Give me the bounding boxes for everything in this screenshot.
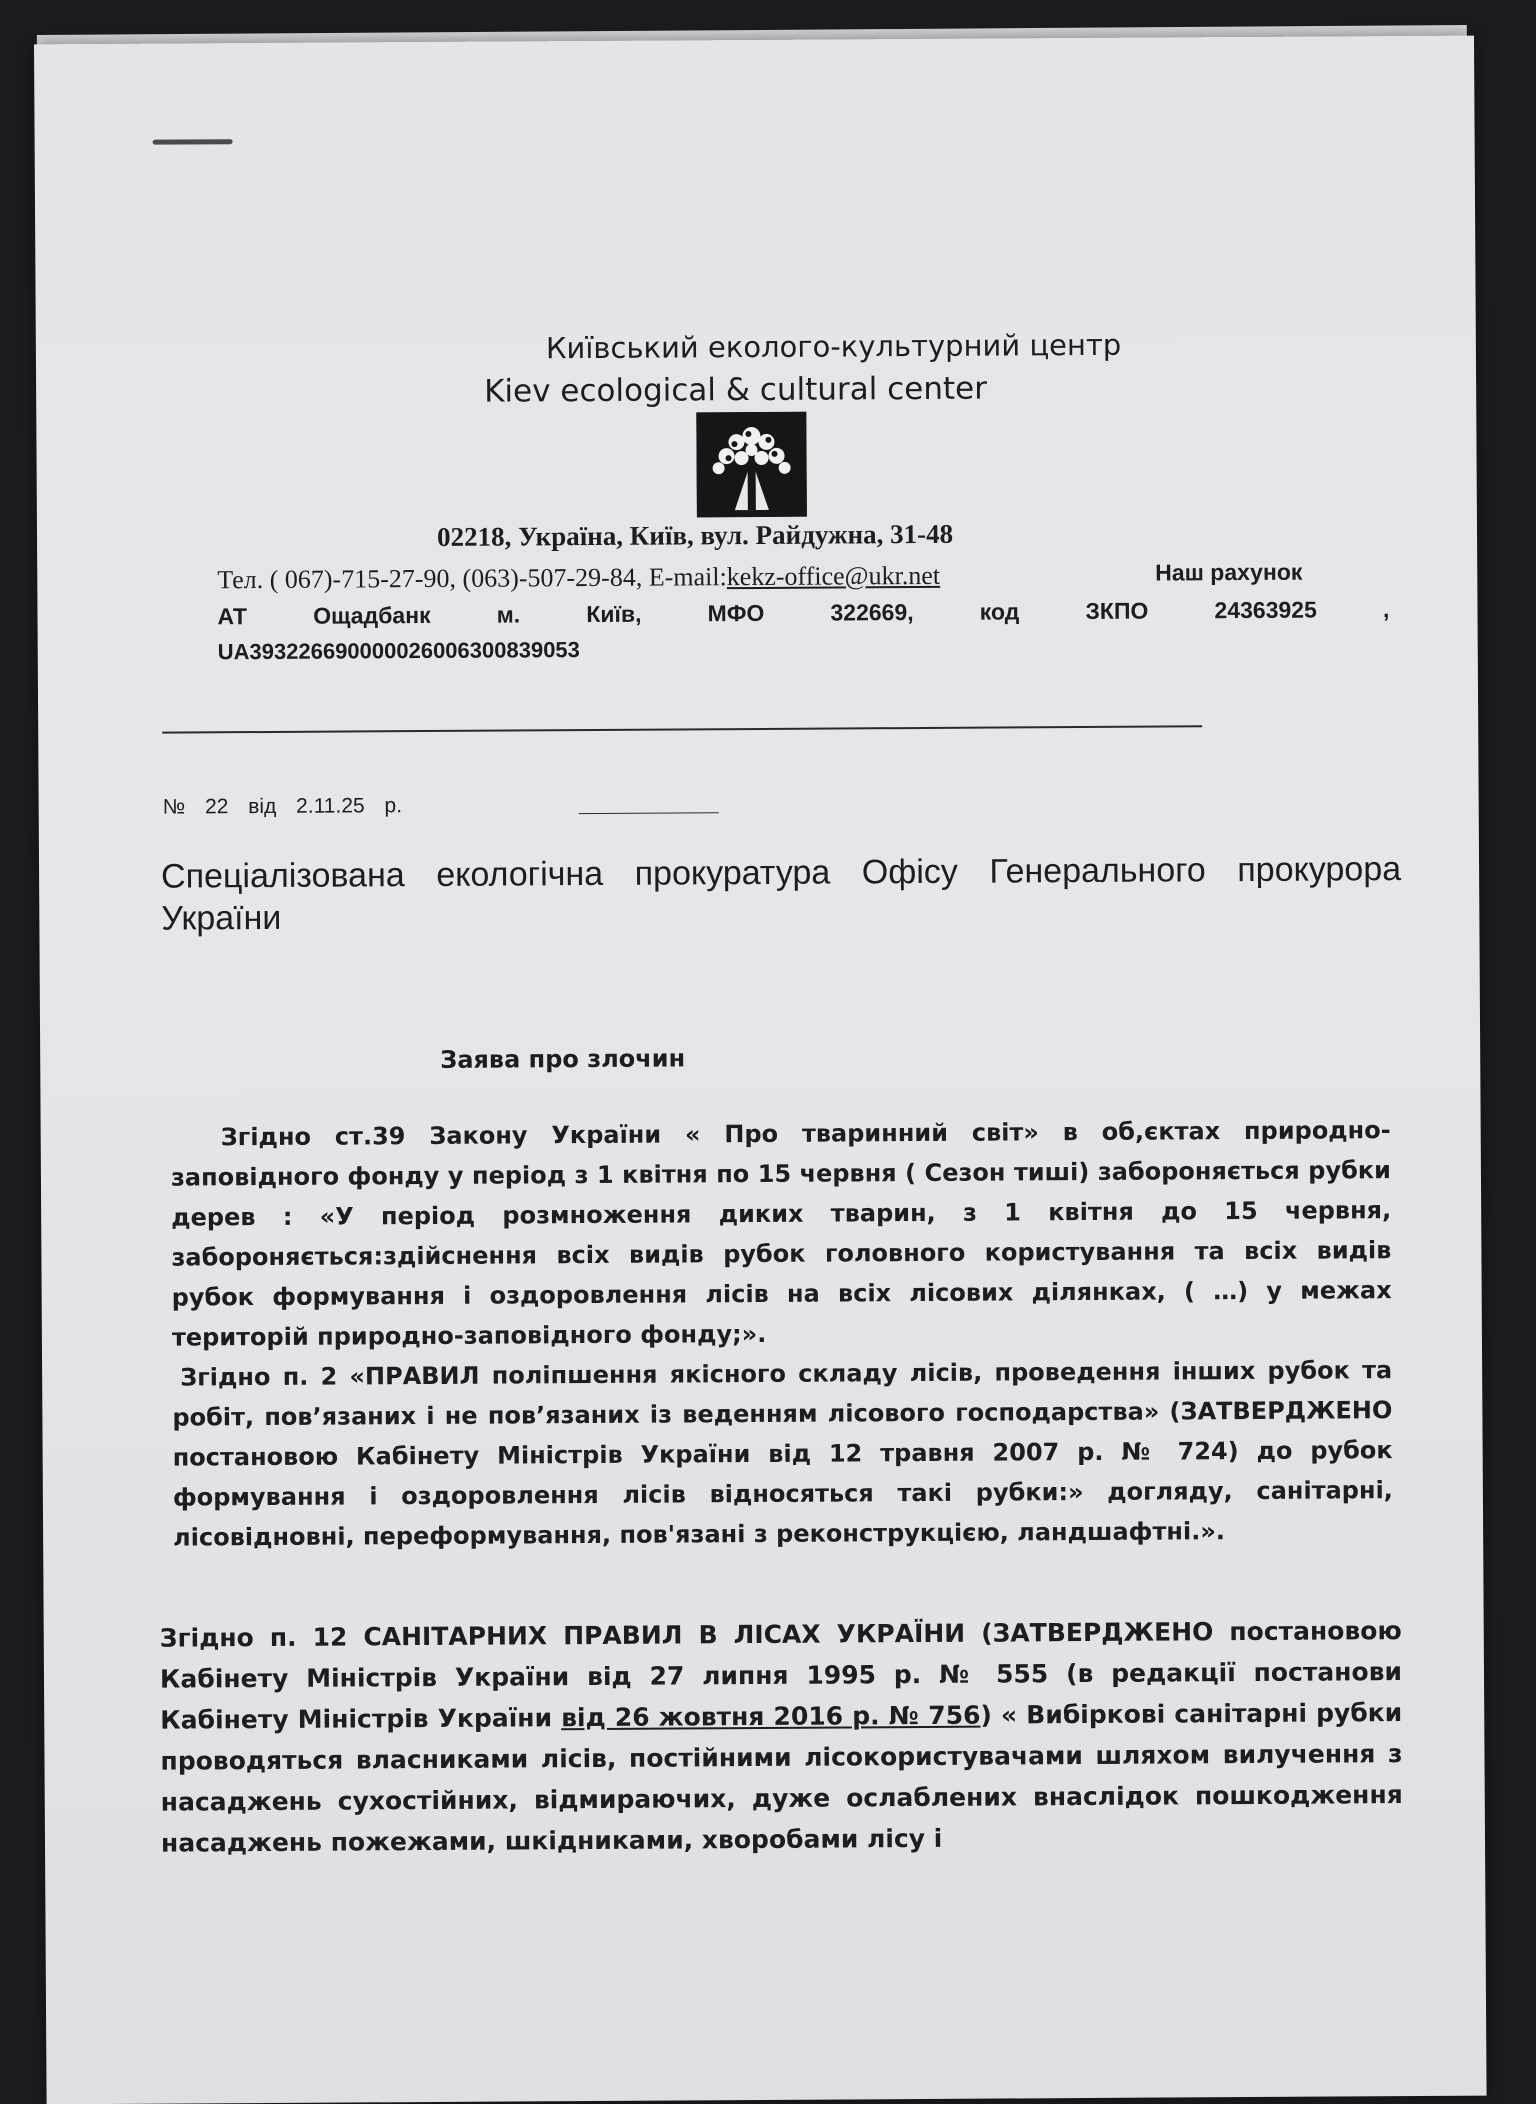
account-label: Наш рахунок [1155,558,1303,586]
recipient: Спеціалізована екологічна прокуратура Офісу Генерального прокурора України [160,850,1402,938]
phone-numbers: Тел. ( 067)-715-27-90, (063)-507-29-84, E-mail: [217,562,727,595]
document-title: Заява про злочин [440,1044,686,1074]
org-name-english: Kiev ecological & cultural center [484,370,988,410]
bank-field: АТ [217,603,248,630]
signature-blank-line [579,812,719,814]
bank-field: МФО [707,599,765,627]
tree-logo-icon [696,412,807,518]
resolution-reference: від 26 жовтня 2016 р. № 756 [561,1700,981,1733]
paragraph-text: ) « Вибіркові санітарні рубки проводяться власниками лісів, постійними лісокористувачами шляхом вилучення з насаджень сухостійних, відмираючих, дуже ослаблених внаслідок пошкодження насаджень пожежами, шкідниками, хворобами лісу і [160,1698,1403,1858]
bank-field: 322669, [830,599,914,626]
letter-page [34,36,1487,2104]
bank-field: ЗКПО [1085,597,1149,624]
staple [153,139,233,144]
paragraph-text: Згідно п. 12 САНІТАРНИХ ПРАВИЛ В ЛІСАХ УКРАЇНИ (ЗАТВЕРДЖЕНО постановою Кабінету Міністрів України від 27 липня 1995 р. № 555 (в редакції постанови Кабінету Міністрів України [159,1616,1403,1735]
contact-line [217,561,940,595]
postal-address: 02218, Україна, Київ, вул. Райдужна, 31-48 [436,518,954,552]
bank-field: код [979,598,1020,625]
bank-details [217,596,1389,630]
bank-field: 24363925 [1214,596,1317,624]
paragraph: Згідно п. 2 «ПРАВИЛ поліпшення якісного складу лісів, проведення інших рубок та робіт, пов’язаних і не пов’язаних із веденням лісового господарства» (ЗАТВЕРДЖЕНО постановою Кабінету Міністрів України від 12 травня 2007 р. № 724) до рубок формування і оздоровлення лісів відносяться такі рубки:» догляду, санітарні, лісовідновні, переформування, пов'язані з реконструкцією, ландшафтні.». [172,1356,1393,1552]
iban: UA393226690000026006300839053 [217,637,580,665]
bank-field: Ощадбанк [313,601,431,629]
paragraph [160,1610,1403,1864]
document-number: № 22 від 2.11.25 р. [162,794,403,819]
paragraph: Згідно ст.39 Закону України « Про тваринний світ» в об,єктах природно-заповідного фонду у період з 1 квітня по 15 червня ( Сезон тиші) забороняється рубки дерев : «У період розмноження диких тварин, з 1 квітня до 15 червня, забороняється:здійснення всіх видів рубок головного користування та всіх видів рубок формування і оздоровлення лісів на всіх лісових ділянках, ( …) у межах територій природно-заповідного фонду;». [170,1116,1392,1352]
email-address: kekz-office@ukr.net [726,560,941,592]
org-name-ukrainian: Київський еколого-культурний центр [545,327,1122,366]
header-divider [162,725,1202,733]
bank-field: м. [496,601,521,628]
bank-field: Київ, [586,600,642,628]
bank-field: , [1382,596,1390,623]
